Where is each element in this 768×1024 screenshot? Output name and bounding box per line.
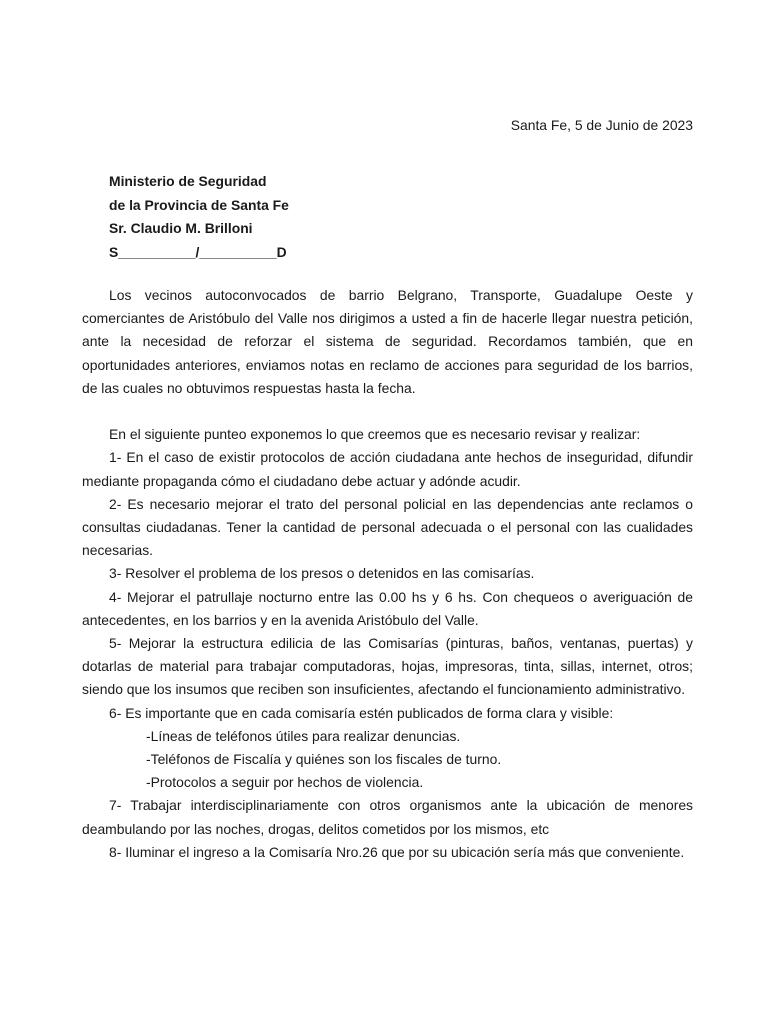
list-item: 7- Trabajar interdisciplinariamente con otros organismos ante la ubicación de menores deambulando por las noches, drogas, delitos cometidos por los mismos, etc [82,797,693,837]
list-item: 2- Es necesario mejorar el trato del personal policial en las dependencias ante reclamos o consultas ciudadanas. Tener la cantidad de personal adecuada o el personal con las cualidades necesarias. [82,495,693,559]
recipient-sd: S__________/__________D [109,243,287,260]
recipient-block [109,170,289,264]
recipient-name: Sr. Claudio M. Brilloni [109,220,253,236]
list-item: 1- En el caso de existir protocolos de acción ciudadana ante hechos de inseguridad, difundir mediante propaganda cómo el ciudadano debe actuar y adónde acudir. [82,449,693,489]
lead-paragraph: En el siguiente punteo exponemos lo que creemos que es necesario revisar y realizar: [109,426,641,443]
sub-item: -Líneas de teléfonos útiles para realizar denuncias. [146,727,461,744]
letter-date: Santa Fe, 5 de Junio de 2023 [510,117,693,133]
list-item: 5- Mejorar la estructura edilicia de las Comisarías (pinturas, baños, ventanas, puertas) y dotarlas de material para trabajar computadoras, hojas, impresoras, tinta, sillas, internet, otros; siendo que los insumos que reciben son insuficientes, afectando el funcionamiento administrativo. [82,635,693,698]
sub-item: -Teléfonos de Fiscalía y quiénes son los fiscales de turno. [146,751,502,768]
list-item: 3- Resolver el problema de los presos o detenidos en las comisarías. [109,565,535,582]
list-item: 8- Iluminar el ingreso a la Comisaría Nro.26 que por su ubicación sería más que conveniente. [109,843,685,860]
list-item: 4- Mejorar el patrullaje nocturno entre las 0.00 hs y 6 hs. Con chequeos o averiguación de antecedentes, en los barrios y en la avenida Aristóbulo del Valle. [82,588,693,628]
letter-body [82,284,693,864]
recipient-province: de la Provincia de Santa Fe [109,196,289,213]
sub-item: -Protocolos a seguir por hechos de violencia. [146,774,424,791]
recipient-ministry: Ministerio de Seguridad [109,173,267,189]
intro-paragraph: Los vecinos autoconvocados de barrio Belgrano, Transporte, Guadalupe Oeste y comerciantes de Aristóbulo del Valle nos dirigimos a usted a fin de hacerle llegar nuestra petición, ante la necesidad de reforzar el sistema de seguridad. Recordamos también, que en oportunidades anteriores, enviamos notas en reclamo de acciones para seguridad de los barrios, de las cuales no obtuvimos respuestas hasta la fecha. [82,287,693,396]
list-item: 6- Es importante que en cada comisaría estén publicados de forma clara y visible: [109,704,614,721]
